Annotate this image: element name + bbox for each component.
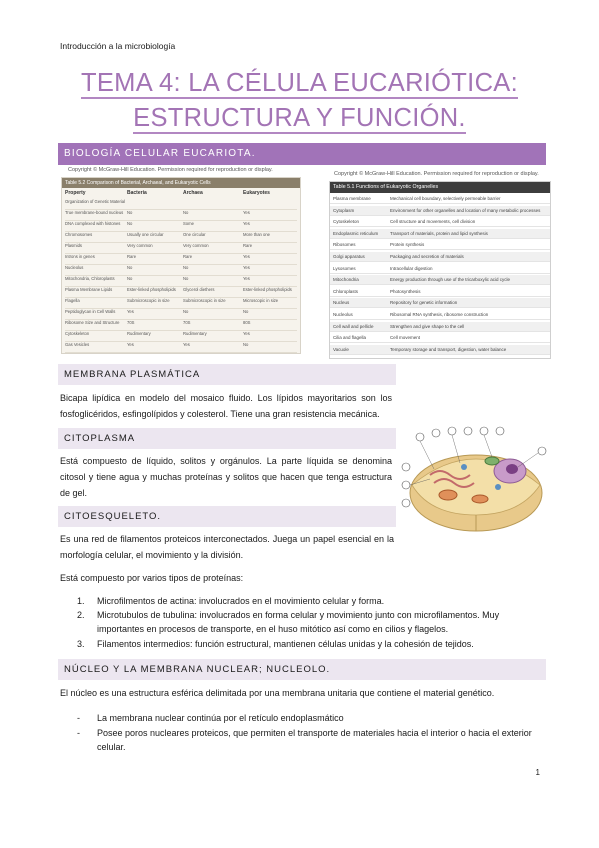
citoesqueleto-text-1: Es una red de filamentos proteicos interconectados. Juega un papel esencial en la morfología celular, el movimiento y la división. — [60, 534, 394, 560]
section-band-biologia: BIOLOGÍA CELULAR EUCARIOTA. — [58, 143, 546, 165]
table2-row — [330, 252, 550, 262]
membrana-text: Bicapa lipídica en modelo del mosaico fluido. Los lípidos mayoritarios son los fosfoglicéridos, esfingolípidos y colesterol. Tiene una gran resistencia mecánica. — [60, 393, 392, 419]
table1-cell: Peptidoglycan in Cell Walls — [65, 309, 116, 314]
page-title-line-1 — [40, 66, 559, 101]
table2-organelle: Nucleus — [333, 300, 350, 306]
table1-cell: Some — [183, 221, 194, 226]
list-item-number: 1. — [77, 596, 85, 606]
table2-organelle: Cell wall and pellicle — [333, 323, 374, 329]
table2-organelle: Mitochondria — [333, 277, 359, 283]
table2-row — [330, 240, 550, 250]
table1-row — [65, 210, 297, 221]
bullet-item — [77, 726, 547, 754]
bullet-text: La membrana nuclear continúa por el retículo endoplasmático — [97, 713, 344, 723]
list-item-text: Microfilmentos de actina: involucrados en el movimiento celular y forma. — [97, 596, 385, 606]
list-item-text: Microtubulos de tubulina: involucrados en forma celular y movimiento junto con microfilamentos. Muy — [97, 610, 500, 620]
table1-row — [65, 320, 297, 331]
table1-cell: More than one — [243, 232, 271, 237]
table2-function: Repository for genetic information — [390, 300, 458, 306]
table1-cell: No — [127, 276, 133, 281]
table1-row — [65, 265, 297, 276]
citoesqueleto-text-2: Está compuesto por varios tipos de proteínas: — [60, 573, 244, 583]
table2-row — [330, 275, 550, 285]
table1-cell: Yes — [243, 276, 250, 281]
table1-cell: Glycerol diethers — [183, 287, 215, 292]
table1-cell: Yes — [243, 331, 250, 336]
table1-cell: Rare — [243, 243, 253, 248]
table1-cell: Yes — [183, 342, 190, 347]
table1-cell: Ester-linked phospholipids — [127, 287, 176, 292]
table1-cell: Usually one circular — [127, 232, 164, 237]
table2-row — [330, 264, 550, 274]
table1-cell: No — [243, 309, 249, 314]
table1-cell: Yes — [243, 254, 250, 259]
table1-cell: 70S — [183, 320, 191, 325]
table2-organelle: Nucleolus — [333, 312, 353, 317]
table1-cell: No — [183, 276, 189, 281]
table1-cell: No — [127, 210, 133, 215]
table2-organelle: Ribosomes — [333, 242, 356, 248]
table1-cell: Submicroscopic in size — [127, 298, 170, 303]
table2-organelle: Plasma membrane — [333, 196, 371, 201]
table1-column-headers — [62, 189, 300, 197]
table1-cell: Flagella — [65, 298, 80, 303]
section-heading-citoesqueleto: CITOESQUELETO. — [58, 506, 396, 527]
bullet-dash: - — [77, 713, 80, 723]
table2-row — [330, 322, 550, 332]
title-line-2-text: ESTRUCTURA Y FUNCIÓN. — [133, 104, 466, 132]
table2-row — [330, 345, 550, 355]
table1-cell: Yes — [243, 221, 250, 226]
table2-function: Ribosomal RNA synthesis, ribosome construction — [390, 312, 489, 317]
table1-row — [65, 331, 297, 342]
table1-cell: Plasma Membrane Lipids — [65, 287, 113, 292]
section-heading-nucleo: NÚCLEO Y LA MEMBRANA NUCLEAR; NUCLEOLO. — [58, 659, 546, 680]
table1-row — [65, 276, 297, 287]
table1-cell: Mitochondria, Chloroplasts — [65, 276, 115, 281]
table1-row — [65, 232, 297, 243]
table1-row — [65, 221, 297, 232]
table2-organelle: Endoplasmic reticulum — [333, 230, 379, 236]
table1-heading: Table 5.2 Comparison of Bacterial, Archaeal, and Eukaryotic Cells — [62, 178, 300, 188]
table1-cell: Organization of Genetic Material — [65, 199, 126, 204]
table1-row — [65, 298, 297, 309]
table2-organelle: Chloroplasts — [333, 288, 359, 294]
table2-organelle: Cytoplasm — [333, 207, 355, 213]
table1-cell: No — [243, 342, 249, 347]
table2-row — [330, 217, 550, 227]
table1-caption: Copyright © McGraw-Hill Education. Permission required for reproduction or display. — [68, 167, 273, 173]
running-header: Introducción a la microbiología — [60, 41, 176, 51]
list-item-number: 2. — [77, 610, 85, 620]
table2-row — [330, 206, 550, 216]
table1-cell: Cytoskeleton — [65, 331, 90, 336]
table1-cell: Rare — [127, 254, 137, 259]
table1-cell: Ester-linked phospholipids — [243, 287, 292, 292]
page-number: 1 — [535, 768, 540, 777]
bullet-text: Posee poros nucleares proteicos, que permiten el transporte de materiales hacia el interior o hacia el exterior — [97, 728, 532, 738]
list-item — [77, 594, 547, 608]
list-item-text-cont: importantes en procesos de transporte, en el huso mitótico así como en cilios y flagelos. — [97, 624, 449, 634]
table1-cell: Rudimentary — [127, 331, 151, 336]
page-title-line-2 — [40, 101, 559, 136]
table2-organelle: Golgi apparatus — [333, 254, 365, 259]
table1-cell: Plasmids — [65, 243, 82, 248]
table1-cell: Introns in genes — [65, 254, 95, 259]
table1-cell: No — [183, 265, 189, 270]
table1-cell: Submicroscopic in size — [183, 298, 226, 303]
table1-row — [65, 254, 297, 265]
comparison-table-image — [61, 167, 301, 354]
table2-row — [330, 194, 550, 204]
table2-function: Cell movement — [390, 335, 421, 341]
table2-function: Mechanical cell boundary, selectively permeable barrier — [390, 196, 501, 201]
table1-col-bacteria: Bacteria — [127, 190, 147, 196]
bullet-text-cont: celular. — [97, 742, 126, 752]
table2-function: Cell structure and movements, cell division — [390, 219, 476, 225]
table1-cell: No — [183, 309, 189, 314]
list-item-text: Filamentos intermedios: función estructural, mantienen células unidas y la cohesión de tejidos. — [97, 639, 474, 649]
table2-row — [330, 229, 550, 239]
table1-cell: Nucleolus — [65, 265, 84, 270]
table2-function: Temporary storage and transport, digestion, water balance — [390, 346, 507, 352]
table1-cell: Ribosome Size and Structure — [65, 320, 120, 325]
list-item — [77, 608, 547, 636]
organelles-table-image — [329, 171, 551, 359]
table1-cell: No — [127, 221, 133, 226]
table2-row — [330, 298, 550, 308]
table1-row — [65, 243, 297, 254]
table1-cell: Yes — [127, 309, 134, 314]
table2-function: Photosynthesis — [390, 288, 421, 294]
table1-cell: Chromosomes — [65, 232, 93, 237]
table1-cell: Yes — [243, 210, 250, 215]
table1-col-eukaryotes: Eukaryotes — [243, 190, 270, 196]
table2-row — [330, 310, 550, 320]
eukaryotic-cell-illustration — [400, 423, 548, 539]
table1-row — [65, 342, 297, 353]
table1-cell: Microscopic in size — [243, 298, 279, 303]
bullet-dash: - — [77, 728, 80, 738]
table2-function: Transport of materials, protein and lipid synthesis — [390, 230, 488, 236]
title-line-1-text: TEMA 4: LA CÉLULA EUCARIÓTICA: — [81, 69, 518, 97]
citoplasma-text: Está compuesto de líquido, solitos y orgánulos. La parte líquida se denomina citosol y tiene agua y muchas proteínas y solitos que hacen que tenga estructura de gel. — [60, 456, 392, 498]
table1-cell: One circular — [183, 232, 206, 237]
table2-caption: Copyright © McGraw-Hill Education. Permission required for reproduction or display. — [334, 171, 539, 177]
table2-function: Strengthen and give shape to the cell — [390, 323, 465, 329]
table1-cell: No — [183, 210, 189, 215]
table2-row — [330, 287, 550, 297]
table2-organelle: Lysosomes — [333, 265, 356, 271]
table1-cell: Yes — [127, 342, 134, 347]
list-item-number: 3. — [77, 639, 85, 649]
bullet-item — [77, 711, 547, 725]
table1-cell: Gas Vesicles — [65, 342, 90, 347]
table1-cell: True membrane-bound nucleus — [65, 210, 124, 215]
table2-organelle: Cilia and flagella — [333, 335, 367, 341]
table1-col-property: Property — [65, 190, 86, 196]
table2-function: Environment for other organelles and location of many metabolic processes — [390, 207, 541, 213]
table2-function: Protein synthesis — [390, 242, 425, 248]
table2-function: Intracellular digestion — [390, 265, 433, 271]
table1-row — [65, 287, 297, 298]
section-heading-citoplasma: CITOPLASMA — [58, 428, 396, 449]
table1-cell: Very common — [127, 243, 153, 248]
table2-heading: Table 5.1 Functions of Eukaryotic Organelles — [330, 182, 550, 193]
table1-cell: Rudimentary — [183, 331, 207, 336]
table1-cell: Very common — [183, 243, 209, 248]
table1-cell: Yes — [243, 265, 250, 270]
table1-row — [65, 309, 297, 320]
table1-cell: DNA complexed with histones — [65, 221, 121, 226]
table2-row — [330, 333, 550, 343]
table2-organelle: Cytoskeleton — [333, 219, 360, 225]
table1-cell: 80S — [243, 320, 251, 325]
table1-col-archaea: Archaea — [183, 190, 203, 196]
table1-cell: 70S — [127, 320, 135, 325]
table1-cell: Rare — [183, 254, 193, 259]
table1-cell: No — [127, 265, 133, 270]
table1-row — [65, 199, 297, 210]
table2-function: Energy production through use of the tricarboxylic acid cycle — [390, 277, 511, 283]
table2-function: Packaging and secretion of materials — [390, 254, 464, 259]
list-item — [77, 637, 547, 651]
table2-organelle: Vacuole — [333, 346, 349, 352]
section-heading-membrana: MEMBRANA PLASMÁTICA — [58, 364, 396, 385]
nucleo-text: El núcleo es una estructura esférica delimitada por una membrana unitaria que contiene el material genético. — [60, 688, 495, 698]
